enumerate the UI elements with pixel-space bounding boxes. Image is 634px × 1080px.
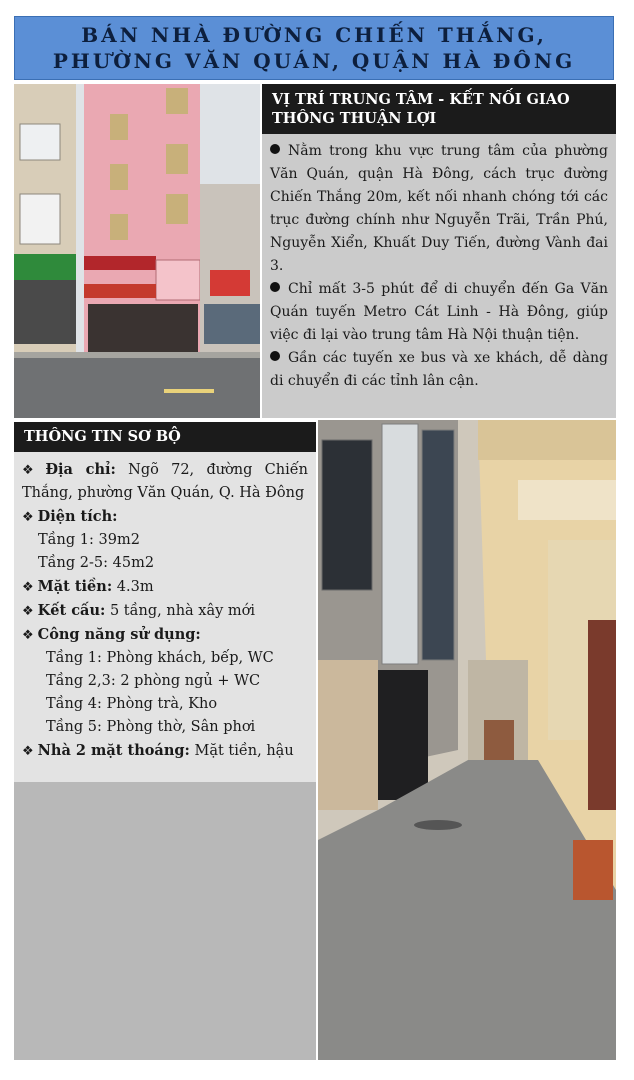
diamond-star-icon: ❖ bbox=[22, 510, 34, 525]
location-point-text: Gần các tuyến xe bus và xe khách, dễ dàng di chuyển đi các tỉnh lân cận. bbox=[270, 350, 608, 389]
alley-photo bbox=[318, 420, 616, 1060]
dot-bullet-icon bbox=[270, 351, 280, 361]
diamond-star-icon: ❖ bbox=[22, 463, 42, 478]
info-section-title: THÔNG TIN SƠ BỘ bbox=[14, 422, 316, 452]
area-item: Tầng 1: 39m2 bbox=[38, 532, 140, 548]
frontage-row bbox=[22, 575, 308, 599]
open-sides-value: Mặt tiền, hậu bbox=[189, 743, 294, 759]
title-banner bbox=[14, 16, 614, 80]
location-point-text: Chỉ mất 3-5 phút để di chuyển đến Ga Văn Quán tuyến Metro Cát Linh - Hà Đông, giúp việc đi lại vào trung tâm Hà Nội thuận tiện. bbox=[270, 281, 608, 343]
area-row bbox=[22, 505, 308, 529]
location-point-text: Nằm trong khu vực trung tâm của phường Văn Quán, quận Hà Đông, cách trục đường Chiến Thắng 20m, kết nối nhanh chóng tới các trục đường chính như Nguyễn Trãi, Trần Phú, Nguyễn Xiển, Khuất Duy Tiến, đường Vành đai 3. bbox=[270, 143, 608, 274]
location-section-title: VỊ TRÍ TRUNG TÂM - KẾT NỐI GIAO THÔNG THUẬN LỢI bbox=[262, 84, 616, 134]
area-label: Diện tích: bbox=[37, 508, 118, 525]
banner-title-line-2: PHƯỜNG VĂN QUÁN, QUẬN HÀ ĐÔNG bbox=[52, 49, 576, 73]
location-section-body bbox=[262, 134, 616, 418]
banner-title-line-1: BÁN NHÀ ĐƯỜNG CHIẾN THẮNG, bbox=[81, 23, 547, 47]
location-point-2 bbox=[270, 278, 608, 347]
address-label: Địa chỉ: bbox=[45, 461, 116, 478]
location-point-3 bbox=[270, 347, 608, 393]
location-point-1 bbox=[270, 140, 608, 278]
dot-bullet-icon bbox=[270, 144, 280, 154]
structure-value: 5 tầng, nhà xây mới bbox=[105, 603, 256, 619]
diamond-star-icon: ❖ bbox=[22, 628, 34, 643]
frontage-value: 4.3m bbox=[112, 579, 154, 595]
info-section-body bbox=[14, 452, 316, 782]
dot-bullet-icon bbox=[270, 282, 280, 292]
usage-item: Tầng 1: Phòng khách, bếp, WC bbox=[46, 650, 274, 666]
address-row bbox=[22, 458, 308, 505]
address-value: Ngõ 72, đường Chiến Thắng, phường Văn Quán, Q. Hà Đông bbox=[22, 462, 309, 501]
structure-label: Kết cấu: bbox=[37, 602, 106, 619]
usage-label: Công năng sử dụng: bbox=[37, 626, 201, 643]
area-item: Tầng 2-5: 45m2 bbox=[38, 555, 155, 571]
diamond-star-icon: ❖ bbox=[22, 580, 34, 595]
open-sides-label: Nhà 2 mặt thoáng: bbox=[37, 742, 190, 759]
usage-row bbox=[22, 623, 308, 647]
structure-row bbox=[22, 599, 308, 623]
usage-item: Tầng 2,3: 2 phòng ngủ + WC bbox=[46, 673, 261, 689]
info-filler-panel bbox=[14, 782, 316, 1060]
open-sides-row bbox=[22, 739, 308, 763]
diamond-star-icon: ❖ bbox=[22, 604, 34, 619]
street-building-photo bbox=[14, 84, 260, 418]
diamond-star-icon: ❖ bbox=[22, 744, 34, 759]
alley-photo-illustration bbox=[318, 420, 616, 1060]
street-photo-illustration bbox=[14, 84, 260, 418]
usage-item: Tầng 4: Phòng trà, Kho bbox=[46, 696, 218, 712]
frontage-label: Mặt tiền: bbox=[37, 578, 113, 595]
usage-item: Tầng 5: Phòng thờ, Sân phơi bbox=[46, 719, 256, 735]
